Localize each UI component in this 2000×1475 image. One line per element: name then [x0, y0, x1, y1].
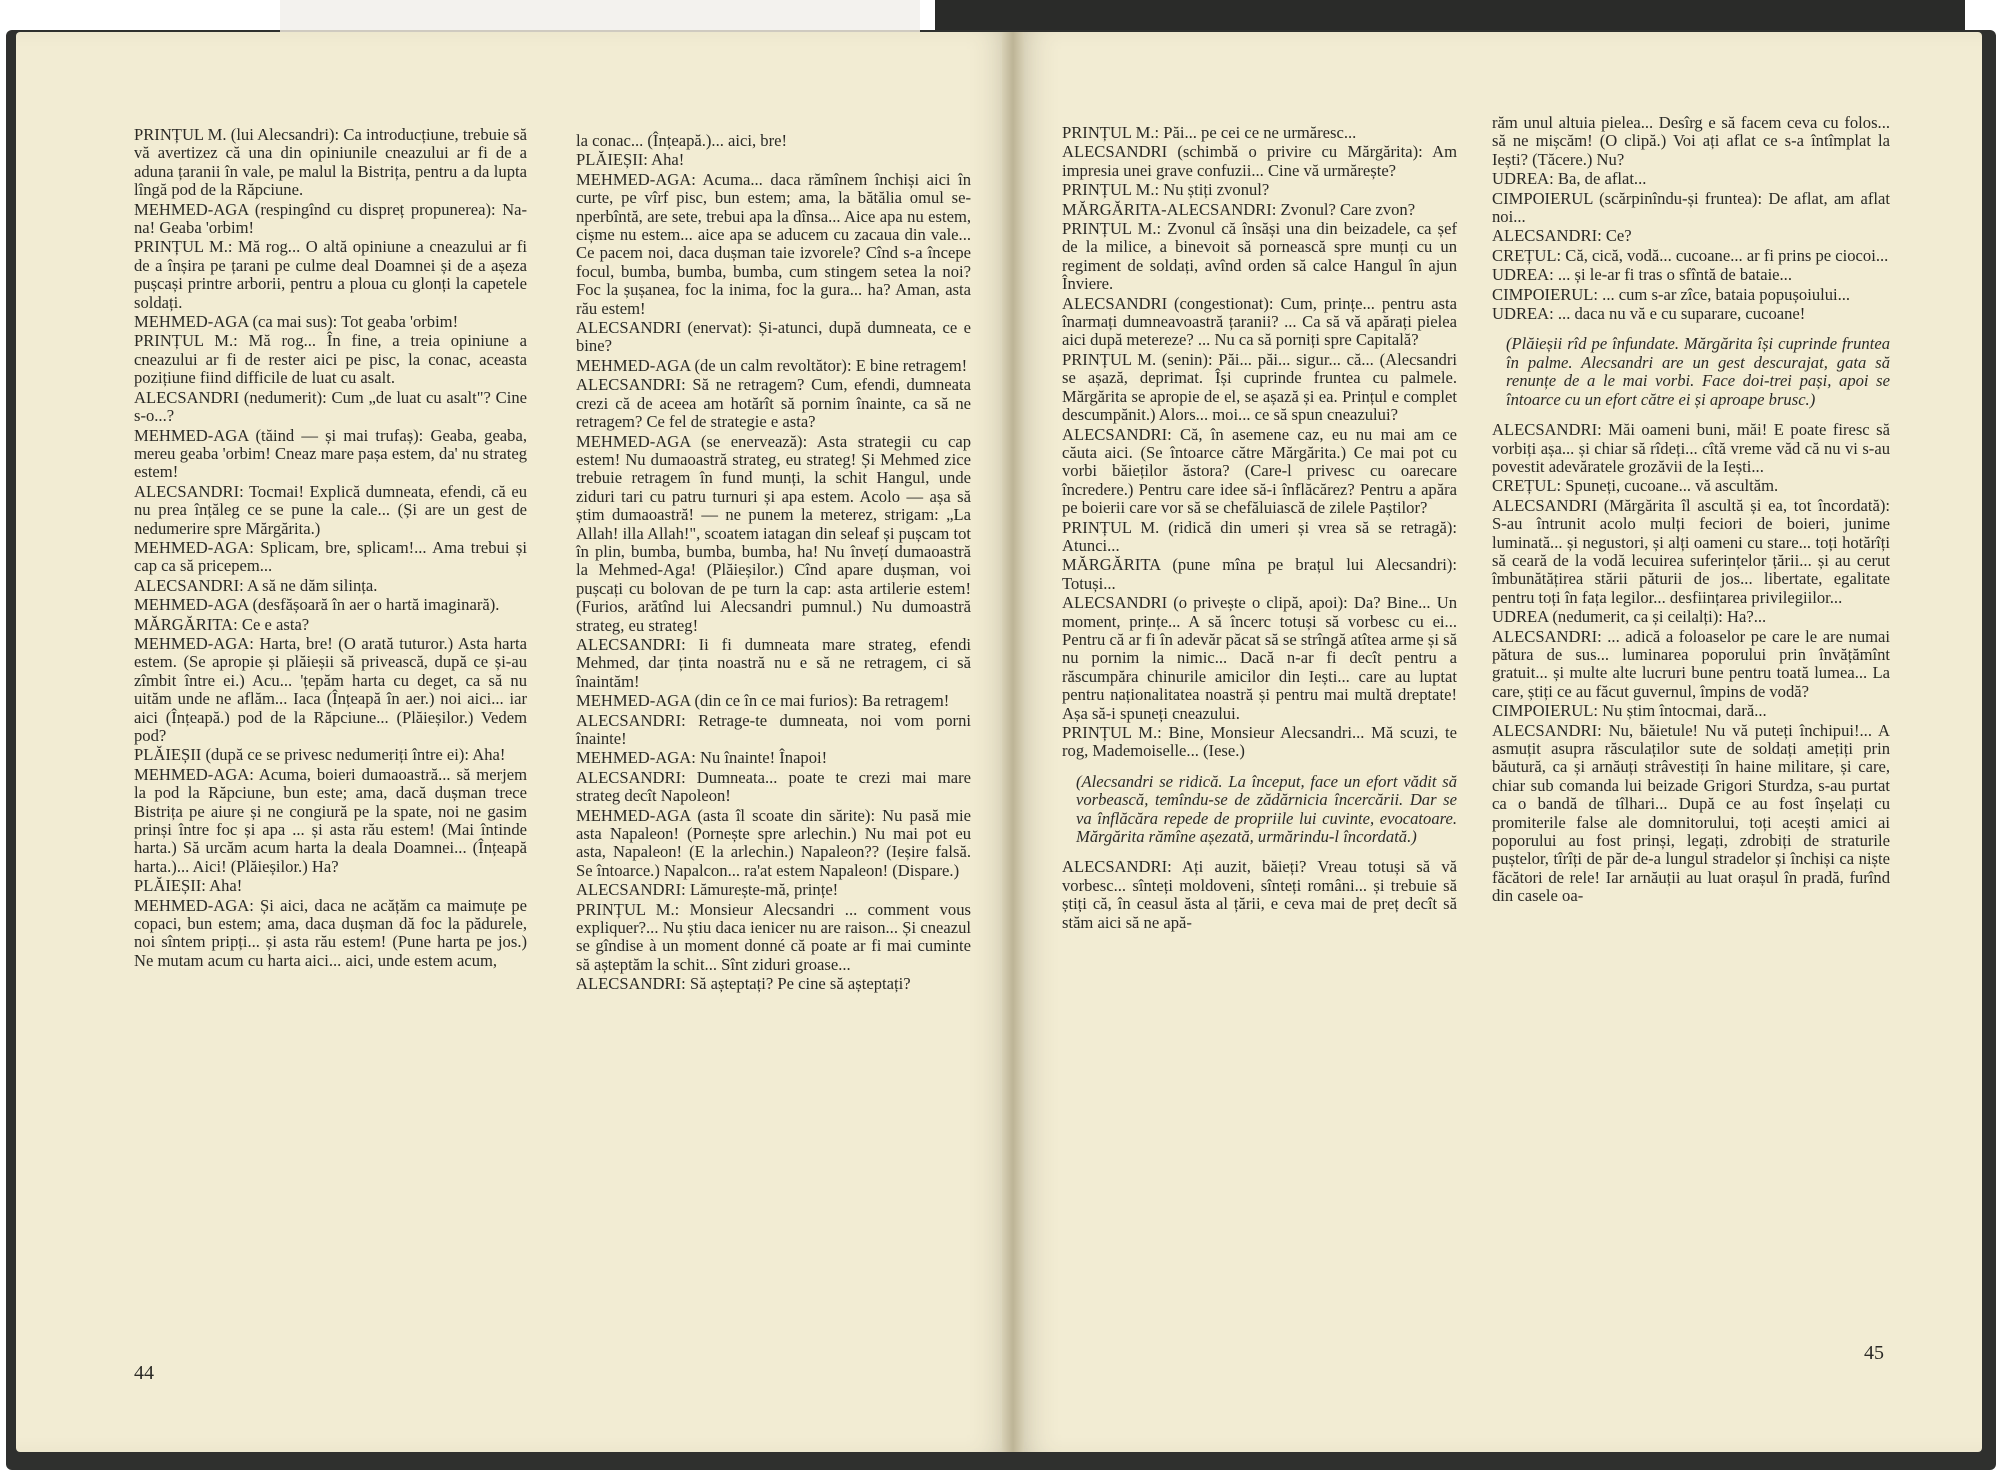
dialogue-paragraph: PLĂIEȘII (după ce se privesc nedumeriți între ei): Aha!: [134, 745, 506, 765]
dialogue-paragraph: MEHMED-AGA (din ce în ce mai furios): Ba retragem!: [576, 691, 950, 711]
dialogue-paragraph: ALECSANDRI (o privește o clipă, apoi): Da? Bine... Un moment, prințe... A să încerc totuși să vorbesc cu ei... Pentru că ar fi în adevăr păcat să se strîngă atîtea arme și să nu pornim la nimic... Dacă n-ar fi decît pentru a răscumpăra chinurile amicilor din Iești... care au luptat pentru naționalitatea noastră și pentru mai multă dreptate! Așa să-i spuneți cneazului.: [1062, 593, 1457, 723]
dialogue-paragraph: UDREA (nedumerit, ca și ceilalți): Ha?...: [1492, 607, 1767, 627]
dialogue-paragraph: MEHMED-AGA: Splicam, bre, splicam!... Ama trebui și cap ca să pricepem...: [134, 537, 527, 576]
dialogue-paragraph: ALECSANDRI: Ce?: [1492, 226, 1632, 246]
book-gutter: [1002, 32, 1024, 1452]
dialogue-paragraph: MEHMED-AGA (de un calm revoltător): E bine retragem!: [576, 355, 968, 375]
dialogue-paragraph: ALECSANDRI: Ii fi dumneata mare strateg, efendi Mehmed, dar ținta noastră nu e să ne retragem, ci să înaintăm!: [576, 634, 971, 691]
dialogue-paragraph: CIMPOIERUL: ... cum s-ar zîce, bataia popușoiului...: [1492, 284, 1851, 304]
dialogue-paragraph: ALECSANDRI (schimbă o privire cu Mărgărita): Am impresia unei grave confuzii... Cine vă urmărește?: [1062, 142, 1457, 180]
dialogue-paragraph: MEHMED-AGA: Acuma, boieri dumaoastră... să merjem la pod la Răpciune, bun este; ama, dacă dușman trece Bistrița pe aiure și ne congiură pe la spate, noi ne gasim prinși între foc și apa ... și asta rău estem! (Mai întinde harta.) Să urcăm acum harta la deala Doamnei... (Înțeapă harta.)... Aici! (Plăieșilor.) Ha?: [134, 764, 527, 876]
dialogue-paragraph: PLĂIEȘII: Aha!: [576, 150, 685, 170]
stage-direction: (Alecsandri se ridică. La început, face un efort vădit să vorbească, temîndu-se de zădărnicia încercării. Dar se va înflăcăra repede de propriile lui cuvinte, evocatoare. Mărgărita rămîne așezată, urmărindu-l încordată.): [1076, 771, 1457, 847]
dialogue-paragraph: PRINȚUL M.: Bine, Monsieur Alecsandri... Mă scuzi, te rog, Mademoiselle... (Iese.): [1062, 723, 1457, 761]
dialogue-paragraph: ALECSANDRI (nedumerit): Cum „de luat cu asalt"? Cine s-o...?: [134, 387, 527, 426]
cover-top-edge: [935, 0, 1965, 30]
dialogue-paragraph: ALECSANDRI (congestionat): Cum, prințe... pentru asta înarmați dumneavoastră țaranii? ... Ca să vă apărați pielea aici după metereze? ... Nu ca să porniți spre Capitală?: [1062, 293, 1457, 350]
dialogue-paragraph: ALECSANDRI: A să ne dăm silința.: [134, 575, 378, 595]
dialogue-paragraph: MĂRGĂRITA: Ce e asta?: [134, 614, 310, 634]
dialogue-paragraph: PRINȚUL M.: Păi... pe cei ce ne urmăresc...: [1062, 123, 1357, 142]
left-column-1: [134, 126, 527, 971]
dialogue-paragraph: ALECSANDRI (enervat): Și-atunci, după dumneata, ce e bine?: [576, 318, 971, 356]
previous-page-edge: [280, 0, 920, 32]
dialogue-paragraph: ALECSANDRI: Să așteptați? Pe cine să așteptați?: [576, 974, 911, 994]
dialogue-paragraph: PRINȚUL M. (senin): Păi... păi... sigur... că... (Alecsandri se așază, deprimat. Își cuprinde fruntea cu palmele. Mărgărita se apropie de el, se așază și ea. Prințul e complet descumpănit.) Alors... moi... ce să spun cneazului?: [1062, 349, 1457, 425]
dialogue-paragraph: ALECSANDRI: Tocmai! Explică dumneata, efendi, că eu nu prea înțăleg ce se pune la cale... (Și are un gest de nedumerire spre Mărgărita.): [134, 481, 527, 538]
dialogue-paragraph: MEHMED-AGA: Acuma... daca rămînem închiși aici în curte, pe vîrf pisc, bun estem; ama, la bătălia omul se-nperbîntă, are sete, trebui apa la dînsa... Aice apa nu estem, cișme nu estem... aice apa se aducem cu zacaua din vale... Ce pacem noi, daca dușman taie izvorele? Cînd s-a începe focul, bumba, bumba, bumba, cum stingem setea la noi? Foc la șușanea, foc la inima, foc la gura... ha? Aman, asta rău estem!: [576, 169, 971, 318]
dialogue-paragraph: PRINȚUL M. (lui Alecsandri): Ca introducțiune, trebuie să vă avertizez că una din opiniunile cneazului ar fi de a aduna țaranii în vale, pe malul la Bistrița, pentru a da lupta lîngă pod de la Răpciune.: [134, 125, 527, 200]
dialogue-paragraph: ALECSANDRI: Măi oameni buni, măi! E poate firesc să vorbiți așa... și chiar să rîdeți... cîtă vreme văd că nu vi s-au povestit adevăratele grozăvii de la Iești...: [1492, 420, 1890, 476]
dialogue-paragraph: MEHMED-AGA: Și aici, daca ne acățăm ca maimuțe pe copaci, bun estem; ama, daca dușman dă foc la pădurele, noi sîntem pripți... și asta rău estem! (Pune harta pe jos.) Ne mutam acum cu harta aici... aici, unde estem acum,: [134, 895, 527, 970]
dialogue-paragraph: MEHMED-AGA (desfășoară în aer o hartă imaginară).: [134, 595, 500, 615]
dialogue-paragraph: MĂRGĂRITA (pune mîna pe brațul lui Alecsandri): Totuși...: [1062, 555, 1457, 593]
right-column-1: [1062, 124, 1457, 933]
dialogue-paragraph: MEHMED-AGA (respingînd cu dispreț propunerea): Na-na! Geaba 'orbim!: [134, 199, 527, 238]
dialogue-paragraph: UDREA: Ba, de aflat...: [1492, 169, 1647, 189]
dialogue-paragraph: ALECSANDRI: Că, în asemene caz, eu nu mai am ce căuta aici. (Se întoarce către Mărgărita.) Ce mai pot cu vorbi băieților ăstora? (Care-l privesc cu oarecare încredere.) Pentru care idee să-i înflăcărez? Pentru a apăra pe boierii care vor să se chefăluiască de zilele Paștilor?: [1062, 424, 1457, 518]
dialogue-paragraph: PRINȚUL M.: Mă rog... În fine, a treia opiniune a cneazului ar fi de rester aici pe pisc, la conac, aceasta pozițiune fiind difficile de luat cu asalt.: [134, 331, 527, 388]
dialogue-paragraph: MĂRGĂRITA-ALECSANDRI: Zvonul? Care zvon?: [1062, 199, 1416, 219]
dialogue-paragraph: CIMPOIERUL (scărpinîndu-și fruntea): De aflat, am aflat noi...: [1492, 188, 1890, 227]
dialogue-paragraph: ALECSANDRI: Retrage-te dumneata, noi vom porni înainte!: [576, 710, 971, 748]
dialogue-paragraph: PLĂIEȘII: Aha!: [134, 876, 243, 896]
dialogue-paragraph: MEHMED-AGA (tăind — și mai trufaș): Geaba, geaba, mereu geaba 'orbim! Cneaz mare pașa estem, da' nu strateg estem!: [134, 425, 527, 482]
dialogue-paragraph: MEHMED-AGA: Harta, bre! (O arată tuturor.) Asta harta estem. (Se apropie și plăieșii să privească, după ce și-au zîmbit între ei.) Acu... 'țepăm harta cu deget, ca să nu uităm unde ne aflăm... Iaca (Înțeapă în aer.) noi aici... iar aici (Înțeapă.) pod de la Răpciune... (Plăieșilor.) Vedem pod?: [134, 633, 527, 745]
dialogue-paragraph: ALECSANDRI (Mărgărita îl ascultă și ea, tot încordată): S-au întrunit acolo mulți feciori de boieri, junime luminată... și negustori, și alți oameni cu stare... toți hotărîți să ceară de la vodă lecuirea suferințelor țării... și au cerut îmbunătățirea stării păturii de jos... libertate, egalitate pentru toți în fața legilor... desființarea privilegiilor...: [1492, 495, 1890, 607]
stage-direction: (Plăieșii rîd pe înfundate. Mărgărita își cuprinde fruntea în palme. Alecsandri are un gest descurajat, gata să renunțe de a le mai vorbi. Face doi-trei pași, apoi se întoarce cu un efort către ei și aproape brusc.): [1506, 334, 1890, 409]
left-column-2: [576, 132, 971, 995]
right-page: [1014, 32, 1982, 1452]
dialogue-paragraph: MEHMED-AGA: Nu înainte! Înapoi!: [576, 748, 828, 768]
page-number-left: 44: [134, 1362, 154, 1384]
dialogue-paragraph: ALECSANDRI: Nu, băietule! Nu vă puteți închipui!... A asmuțit asupra răsculaților sute de soldați amețiți prin băutură, ca și arnăuți strâvestiți în haine militare, și care, chiar sub comanda lui beizade Grigori Sturdza, s-au purtat ca o bandă de tîlhari... După ce au fost înșelați cu promiterile false ale domnitorului, toți acești amici ai poporului au fost prinși, legați, zdrobiți de straturile puștelor, tîrîți de păr de-a lungul stradelor și închiși ca niște făcători de rele! Iar arnăuții au luat orașul în pradă, furînd din casele oa-: [1492, 720, 1890, 906]
dialogue-paragraph: ALECSANDRI: Dumneata... poate te crezi mai mare strateg decît Napoleon!: [576, 767, 971, 806]
dialogue-paragraph: ALECSANDRI: Lămurește-mă, prințe!: [576, 880, 839, 900]
dialogue-paragraph: UDREA: ... și le-ar fi tras o sfîntă de bataie...: [1492, 265, 1792, 285]
dialogue-paragraph: UDREA: ... daca nu vă e cu suparare, cucoane!: [1492, 304, 1806, 324]
dialogue-paragraph: PRINȚUL M.: Zvonul că însăși una din beizadele, ca șef de la milice, a binevoit să pornească spre munți cu un regiment de soldați, avînd orden să calce Hangul în ajun Înviere.: [1062, 219, 1457, 294]
dialogue-paragraph: MEHMED-AGA (se enervează): Asta strategii cu cap estem! Nu dumaoastră strateg, eu strateg! Și Mehmed zice trebuie retragem în fund munți, la schit Hangul, unde ziduri tari cu patru turnuri și apa estem. Acolo — așa să știm dumaoastră! — ne punem la meterez, strigam: „La Allah! illa Allah!", scoatem iatagan din seleaf și pușcam tot în plin, bumba, bumba, bumba, ha! Nu învețí dumaoastră la Mehmed-Aga! (Plăieșilor.) Cînd apare dușman, voi pușcați cu bolovan de pe turn la cap: asta artilerie estem! (Furios, arătînd lui Alecsandri pumnul.) Nu dumoastră strateg, eu strateg!: [576, 431, 971, 635]
dialogue-paragraph: ALECSANDRI: Ați auzit, băieți? Vreau totuși să vă vorbesc... sînteți moldoveni, sînteți români... și trebuie să știți că, în ceasul ăsta al țării, e ceva mai de preț decît să stăm aici să ne apă-: [1062, 857, 1457, 932]
dialogue-paragraph: ALECSANDRI: ... adică a foloaselor pe care le are numai pătura de sus... luminarea poporului prin învățămînt gratuit... și multe alte lucruri bune pentru toată lumea... La care, știți ce au făcut guvernul, împins de vodă?: [1492, 626, 1890, 701]
dialogue-paragraph: la conac... (Înțeapă.)... aici, bre!: [576, 131, 787, 150]
dialogue-paragraph: MEHMED-AGA (ca mai sus): Tot geaba 'orbim!: [134, 312, 459, 332]
page-number-right: 45: [1864, 1342, 1884, 1364]
left-page: [16, 32, 1014, 1452]
dialogue-paragraph: PRINȚUL M.: Mă rog... O altă opiniune a cneazului ar fi de a înșira pe țarani pe culme deal Doamnei și de a așeza pușcași printre arborii, pentru a ploua cu glonți la capetele soldați.: [134, 237, 527, 312]
dialogue-paragraph: CREȚUL: Spuneți, cucoane... vă ascultăm.: [1492, 476, 1779, 496]
dialogue-paragraph: MEHMED-AGA (asta îl scoate din sărite): Nu pasă mie asta Napaleon! (Pornește spre arlechin.) Nu mai pot eu asta, Napaleon! (E la arlechin.) Napaleon?? (Ieșire falsă. Se întoarce.) Napalcon... ra'at estem Napaleon! (Dispare.): [576, 805, 971, 880]
dialogue-paragraph: PRINȚUL M. (ridică din umeri și vrea să se retragă): Atunci...: [1062, 517, 1457, 555]
dialogue-paragraph: răm unul altuia pielea... Desîrg e să facem ceva cu folos... să ne mișcăm! (O clipă.) Voi ați aflat ce s-a întîmplat la Iești? (Tăcere.) Nu?: [1492, 113, 1890, 169]
dialogue-paragraph: CIMPOIERUL: Nu știm întocmai, dară...: [1492, 701, 1767, 721]
dialogue-paragraph: CREȚUL: Că, cică, vodă... cucoane... ar fi prins pe ciocoi...: [1492, 245, 1889, 265]
dialogue-paragraph: PRINȚUL M.: Monsieur Alecsandri ... comment vous expliquer?... Nu știu daca ienicer nu are raison... Și cneazul se gîndise à un moment donné că poate ar fi mai cuminte să așteptăm la schit... Sînt ziduri groase...: [576, 899, 971, 974]
dialogue-paragraph: ALECSANDRI: Să ne retragem? Cum, efendi, dumneata crezi că de aceea am hotărît să pornim înainte, ca să ne retragem? Ce fel de strategie e asta?: [576, 375, 971, 432]
right-column-2: [1492, 114, 1890, 907]
dialogue-paragraph: PRINȚUL M.: Nu știți zvonul?: [1062, 180, 1270, 200]
